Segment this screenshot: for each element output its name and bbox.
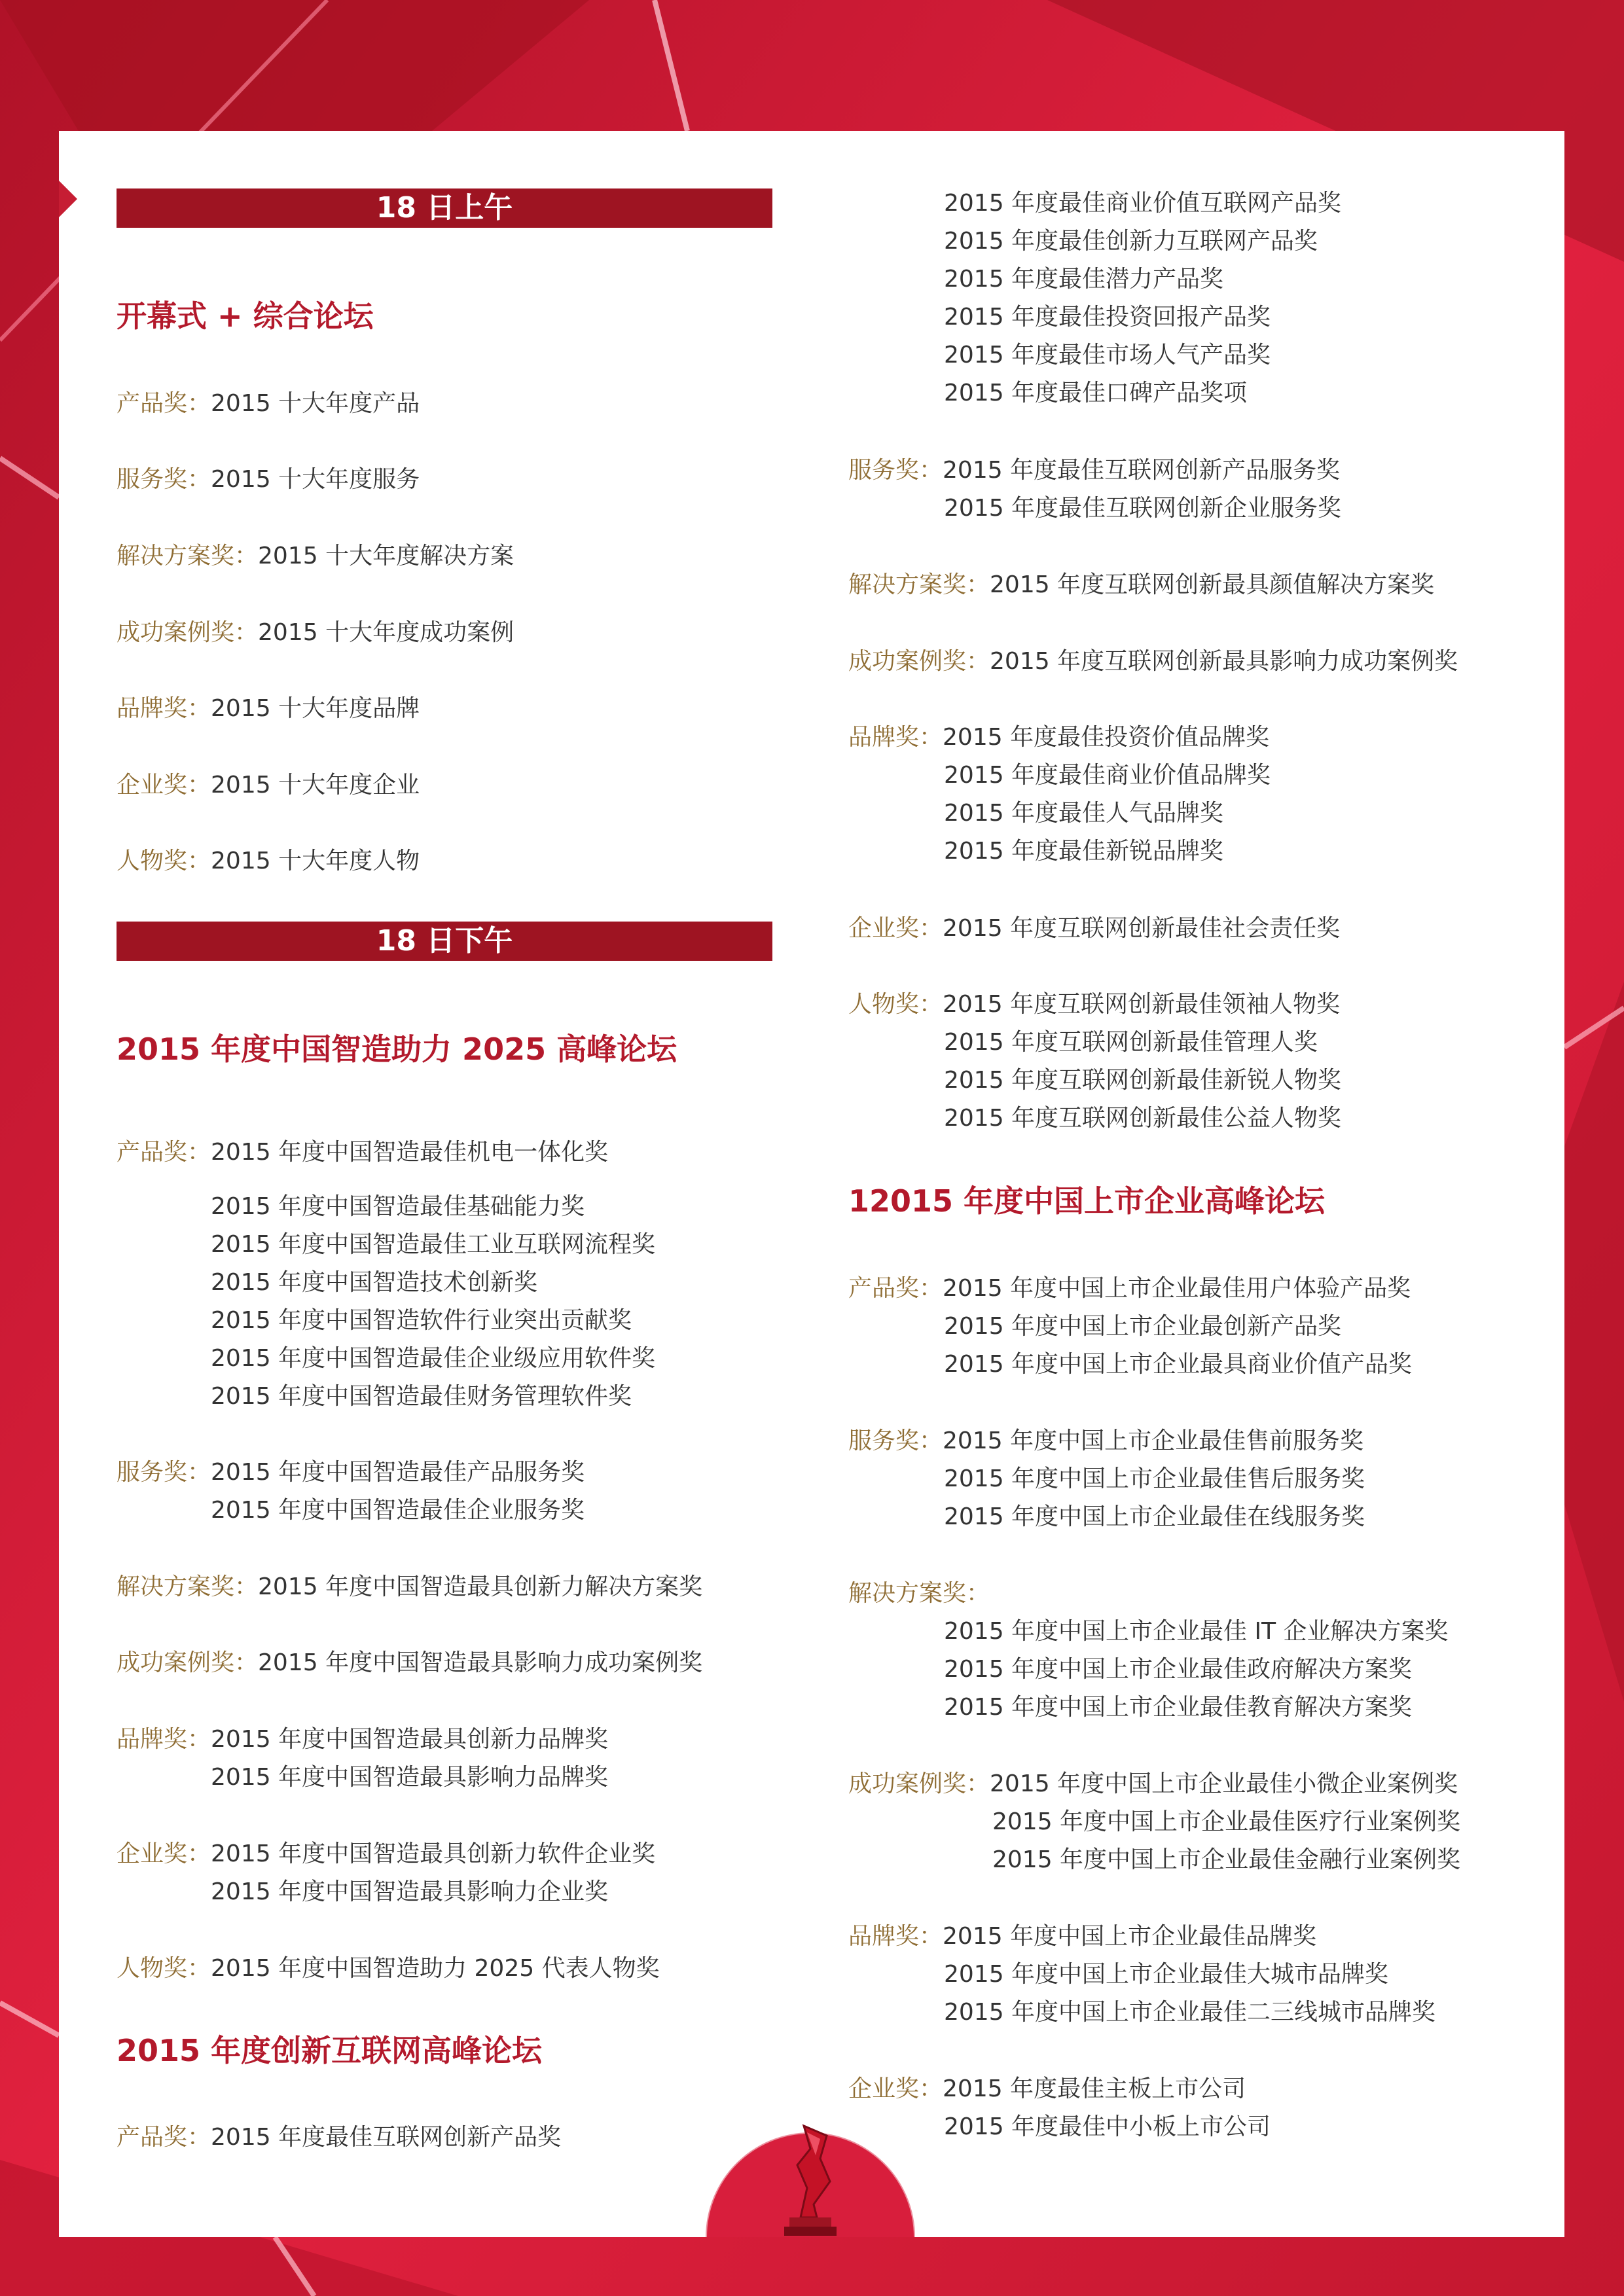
- award-label: 人物奖：: [848, 991, 943, 1018]
- award-label: 人物奖：: [117, 848, 211, 874]
- award-text: 2015 年度中国上市企业最佳品牌奖: [943, 1923, 1317, 1950]
- award-label: 产品奖：: [117, 1139, 211, 1166]
- award-text: 2015 年度中国智造助力 2025 代表人物奖: [211, 1955, 660, 1982]
- award-text: 2015 年度中国上市企业最佳二三线城市品牌奖: [944, 1999, 1436, 2026]
- panel-notch: [59, 181, 77, 217]
- award-text: 2015 年度中国智造最具创新力品牌奖: [211, 1726, 609, 1753]
- award-label: 企业奖：: [117, 1840, 211, 1867]
- trophy-icon: [706, 2119, 915, 2237]
- award-text: 2015 年度中国上市企业最佳 IT 企业解决方案奖: [944, 1618, 1449, 1645]
- award-text: 2015 年度最佳商业价值互联网产品奖: [944, 190, 1342, 217]
- opening-row: [117, 769, 420, 802]
- opening-row: [117, 692, 420, 725]
- award-label: 产品奖：: [848, 1275, 943, 1302]
- award-text: 2015 年度互联网创新最佳新锐人物奖: [944, 1067, 1342, 1094]
- opening-row: [117, 387, 420, 420]
- award-text: 2015 年度最佳潜力产品奖: [944, 266, 1224, 293]
- award-label: 企业奖：: [848, 915, 943, 942]
- award-label: 品牌奖：: [848, 724, 943, 751]
- listed-case-row: [848, 1768, 1458, 1801]
- award-text: 2015 年度中国智造最佳企业级应用软件奖: [211, 1345, 656, 1372]
- award-label: 解决方案奖：: [117, 1573, 259, 1600]
- mfg-company-row: [117, 1838, 655, 1871]
- section-title-mfg: 2015 年度中国智造助力 2025 高峰论坛: [117, 1031, 677, 1067]
- mfg-service-row: [117, 1456, 585, 1489]
- award-text: 2015 年度最佳市场人气产品奖: [944, 342, 1271, 368]
- internet-service-row: [848, 454, 1340, 487]
- award-text: 2015 年度中国上市企业最具商业价值产品奖: [944, 1351, 1413, 1378]
- listed-product-row: [848, 1272, 1411, 1305]
- award-label: 成功案例奖：: [117, 1649, 259, 1676]
- award-label: 品牌奖：: [848, 1923, 943, 1950]
- award-label: 解决方案奖：: [117, 543, 259, 569]
- award-text: 2015 年度中国智造最佳产品服务奖: [211, 1459, 585, 1486]
- internet-brand-row: [848, 721, 1269, 754]
- award-label: 解决方案奖：: [848, 1580, 990, 1607]
- award-text: 2015 年度中国上市企业最创新产品奖: [944, 1313, 1342, 1340]
- award-text: 2015 年度中国上市企业最佳教育解决方案奖: [944, 1694, 1413, 1721]
- award-label: 企业奖：: [848, 2075, 943, 2102]
- award-text: 2015 年度中国智造最佳企业服务奖: [211, 1497, 585, 1524]
- award-text: 2015 年度最佳投资回报产品奖: [944, 304, 1271, 331]
- award-text: 2015 年度最佳主板上市公司: [943, 2075, 1246, 2102]
- award-text: 2015 年度最佳投资价值品牌奖: [943, 724, 1270, 751]
- award-text: 2015 年度中国智造最具创新力解决方案奖: [258, 1573, 703, 1600]
- listed-service-row: [848, 1425, 1363, 1458]
- opening-row: [117, 463, 420, 496]
- award-label: 成功案例奖：: [117, 619, 259, 646]
- award-text: 2015 年度互联网创新最具颜值解决方案奖: [990, 571, 1435, 598]
- mfg-brand-row: [117, 1723, 608, 1756]
- award-text: 2015 年度互联网创新最佳管理人奖: [944, 1029, 1318, 1056]
- award-text: 2015 年度中国上市企业最佳售后服务奖: [944, 1465, 1365, 1492]
- award-text: 2015 十大年度品牌: [211, 695, 420, 722]
- award-text: 2015 年度中国上市企业最佳售前服务奖: [943, 1427, 1364, 1454]
- opening-row: [117, 540, 514, 573]
- mfg-solution-row: [117, 1571, 702, 1604]
- award-text: 2015 年度互联网创新最具影响力成功案例奖: [990, 648, 1458, 675]
- award-label: 服务奖：: [848, 457, 943, 484]
- award-text: 2015 年度中国上市企业最佳在线服务奖: [944, 1503, 1365, 1530]
- award-text: 2015 十大年度人物: [211, 848, 420, 874]
- opening-row: [117, 617, 514, 649]
- award-text: 2015 年度中国上市企业最佳医疗行业案例奖: [992, 1808, 1461, 1835]
- award-text: 2015 年度最佳中小板上市公司: [944, 2113, 1271, 2140]
- award-label: 品牌奖：: [117, 1726, 211, 1753]
- award-text: 2015 年度中国上市企业最佳小微企业案例奖: [990, 1770, 1458, 1797]
- award-text: 2015 年度中国智造最具影响力品牌奖: [211, 1764, 609, 1791]
- internet-company-row: [848, 912, 1340, 945]
- award-text: 2015 年度最佳商业价值品牌奖: [944, 762, 1271, 789]
- award-text: 2015 年度中国智造最具影响力成功案例奖: [258, 1649, 703, 1676]
- award-text: 2015 年度中国智造最佳机电一体化奖: [211, 1139, 609, 1166]
- listed-company-row: [848, 2073, 1246, 2106]
- award-label: 服务奖：: [117, 1459, 211, 1486]
- opening-row: [117, 845, 420, 878]
- mfg-case-row: [117, 1647, 702, 1679]
- award-text: 2015 年度中国智造最具影响力企业奖: [211, 1878, 609, 1905]
- award-text: 2015 年度互联网创新最佳公益人物奖: [944, 1105, 1342, 1132]
- award-text: 2015 年度最佳新锐品牌奖: [944, 838, 1224, 865]
- award-label: 人物奖：: [117, 1955, 211, 1982]
- award-text: 2015 年度互联网创新最佳社会责任奖: [943, 915, 1341, 942]
- award-text: 2015 年度中国上市企业最佳大城市品牌奖: [944, 1961, 1389, 1988]
- award-label: 企业奖：: [117, 772, 211, 798]
- award-text: 2015 年度中国上市企业最佳用户体验产品奖: [943, 1275, 1411, 1302]
- award-text: 2015 年度最佳互联网创新产品服务奖: [943, 457, 1341, 484]
- banner-18-afternoon: 18 日下午: [117, 922, 772, 961]
- award-label: 服务奖：: [848, 1427, 943, 1454]
- award-label: 品牌奖：: [117, 695, 211, 722]
- award-text: 2015 年度中国上市企业最佳金融行业案例奖: [992, 1846, 1461, 1873]
- award-text: 2015 年度中国智造技术创新奖: [211, 1269, 538, 1296]
- section-title-internet: 2015 年度创新互联网高峰论坛: [117, 2033, 543, 2068]
- award-label: 成功案例奖：: [848, 1770, 990, 1797]
- award-label: 产品奖：: [117, 2124, 211, 2151]
- listed-solution-row: [848, 1577, 990, 1610]
- internet-person-row: [848, 988, 1340, 1021]
- award-text: 2015 年度最佳互联网创新企业服务奖: [944, 495, 1342, 522]
- award-text: 2015 年度中国智造最佳基础能力奖: [211, 1193, 585, 1220]
- award-label: 产品奖：: [117, 390, 211, 417]
- award-label: 服务奖：: [117, 466, 211, 493]
- award-label: 成功案例奖：: [848, 648, 990, 675]
- award-text: 2015 十大年度产品: [211, 390, 420, 417]
- internet-case-row: [848, 645, 1458, 678]
- internet-solution-row: [848, 569, 1434, 601]
- award-text: 2015 年度最佳创新力互联网产品奖: [944, 228, 1318, 255]
- section-title-listed: 12015 年度中国上市企业高峰论坛: [848, 1183, 1326, 1219]
- award-text: 2015 年度中国智造最佳财务管理软件奖: [211, 1383, 632, 1410]
- award-text: 2015 年度最佳互联网创新产品奖: [211, 2124, 562, 2151]
- mfg-person-row: [117, 1952, 660, 1985]
- award-text: 2015 年度中国智造最具创新力软件企业奖: [211, 1840, 656, 1867]
- award-text: 2015 年度中国上市企业最佳政府解决方案奖: [944, 1656, 1413, 1683]
- internet-product-row: [117, 2121, 561, 2154]
- section-title-opening: 开幕式 + 综合论坛: [117, 298, 374, 334]
- award-text: 2015 年度中国智造最佳工业互联网流程奖: [211, 1231, 656, 1258]
- listed-brand-row: [848, 1920, 1316, 1953]
- award-text: 2015 十大年度企业: [211, 772, 420, 798]
- award-text: 2015 十大年度解决方案: [258, 543, 514, 569]
- award-text: 2015 年度最佳口碑产品奖项: [944, 380, 1248, 406]
- content-panel: [59, 131, 1564, 2237]
- mfg-product-row: [117, 1136, 608, 1169]
- award-text: 2015 年度互联网创新最佳领袖人物奖: [943, 991, 1341, 1018]
- award-text: 2015 年度中国智造软件行业突出贡献奖: [211, 1307, 632, 1334]
- award-text: 2015 年度最佳人气品牌奖: [944, 800, 1224, 827]
- award-label: 解决方案奖：: [848, 571, 990, 598]
- award-text: 2015 十大年度成功案例: [258, 619, 514, 646]
- banner-18-morning: 18 日上午: [117, 188, 772, 228]
- award-text: 2015 十大年度服务: [211, 466, 420, 493]
